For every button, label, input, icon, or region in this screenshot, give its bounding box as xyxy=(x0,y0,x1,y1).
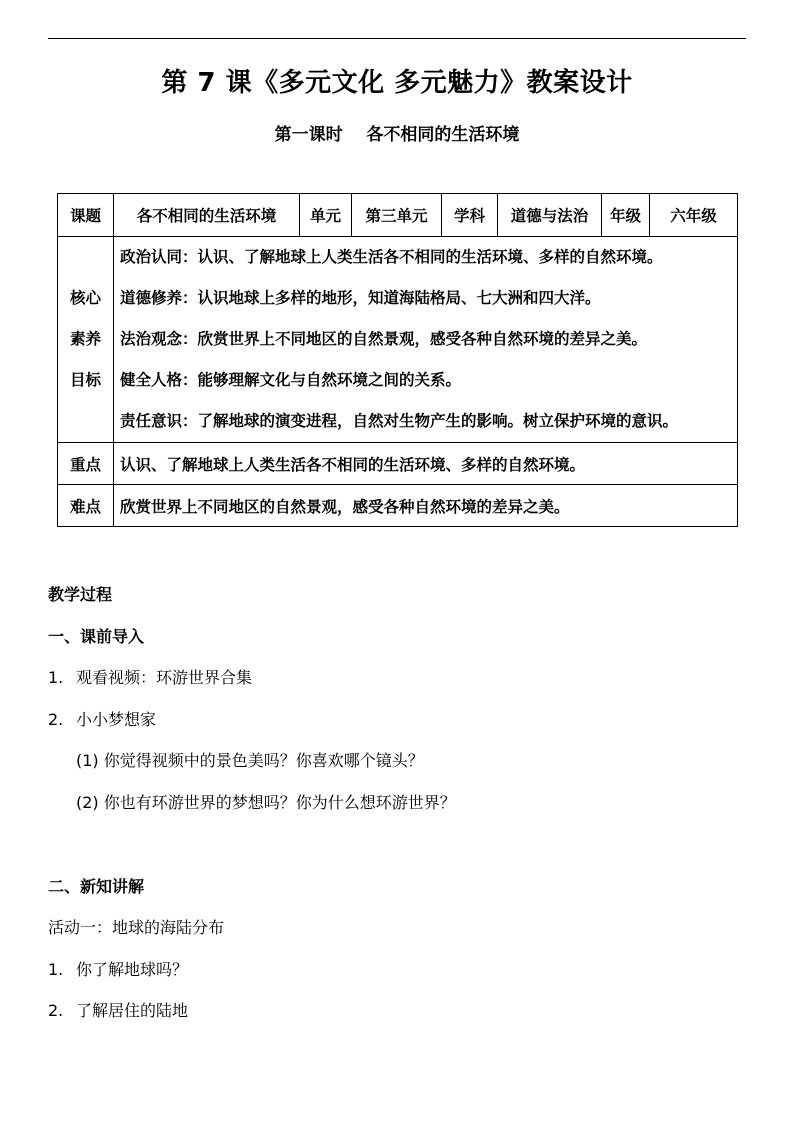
unit-value: 第三单元 xyxy=(352,194,442,237)
list-item xyxy=(48,665,252,688)
goal-item: 健全人格：能够理解文化与自然环境之间的关系。 xyxy=(120,371,462,389)
section1-heading: 一、课前导入 xyxy=(48,627,145,646)
goal-item: 道德修养：认识地球上多样的地形，知道海陆格局、七大洲和四大洋。 xyxy=(120,289,601,307)
grade-label: 年级 xyxy=(602,194,650,237)
lesson-info-table xyxy=(57,193,738,527)
activity-title: 活动一：地球的海陆分布 xyxy=(48,918,225,937)
list-item-text: 小小梦想家 xyxy=(76,710,157,729)
core-goals-label-line: 核心 xyxy=(69,289,101,307)
difficulty-row xyxy=(58,485,738,527)
table-header-row xyxy=(58,194,738,237)
core-goals-label-line: 目标 xyxy=(69,371,101,389)
list-item-text: 你了解地球吗？ xyxy=(76,960,189,979)
document-subtitle: 第一课时 各不相同的生活环境 xyxy=(274,125,520,145)
list-item-number: 2. xyxy=(48,1001,64,1020)
subject-value: 道德与法治 xyxy=(498,194,602,237)
grade-value: 六年级 xyxy=(650,194,738,237)
key-point-label: 重点 xyxy=(58,443,114,485)
goal-item: 法治观念：欣赏世界上不同地区的自然景观，感受各种自然环境的差异之美。 xyxy=(120,330,648,348)
list-item-number: 1. xyxy=(48,668,64,687)
list-item-number: 2. xyxy=(48,710,64,729)
core-goals-content xyxy=(114,237,738,443)
difficulty-value: 欣赏世界上不同地区的自然景观，感受各种自然环境的差异之美。 xyxy=(114,485,738,527)
key-point-value: 认识、了解地球上人类生活各不相同的生活环境、多样的自然环境。 xyxy=(114,443,738,485)
goal-item: 政治认同：认识、了解地球上人类生活各不相同的生活环境、多样的自然环境。 xyxy=(120,248,663,266)
goal-item: 责任意识：了解地球的演变进程，自然对生物产生的影响。树立保护环境的意识。 xyxy=(120,412,679,430)
header-rule xyxy=(48,38,746,39)
list-item xyxy=(48,707,156,730)
section2-heading: 二、新知讲解 xyxy=(48,877,145,896)
list-item-number: 1. xyxy=(48,960,64,979)
topic-label: 课题 xyxy=(58,194,114,237)
document-title: 第 7 课《多元文化 多元魅力》教案设计 xyxy=(161,68,633,98)
list-item-text: 观看视频：环游世界合集 xyxy=(76,668,253,687)
list-item xyxy=(48,957,188,980)
process-heading: 教学过程 xyxy=(48,585,113,604)
sub-item: (2) 你也有环游世界的梦想吗？你为什么想环游世界？ xyxy=(76,793,456,812)
core-goals-label-line: 素养 xyxy=(69,330,101,348)
sub-item: (1) 你觉得视频中的景色美吗？你喜欢哪个镜头？ xyxy=(76,751,424,770)
list-item-text: 了解居住的陆地 xyxy=(76,1001,189,1020)
topic-value: 各不相同的生活环境 xyxy=(114,194,300,237)
unit-label: 单元 xyxy=(300,194,352,237)
core-goals-row xyxy=(58,237,738,443)
difficulty-label: 难点 xyxy=(58,485,114,527)
subject-label: 学科 xyxy=(442,194,498,237)
list-item xyxy=(48,998,188,1021)
key-point-row xyxy=(58,443,738,485)
core-goals-label xyxy=(58,237,114,443)
